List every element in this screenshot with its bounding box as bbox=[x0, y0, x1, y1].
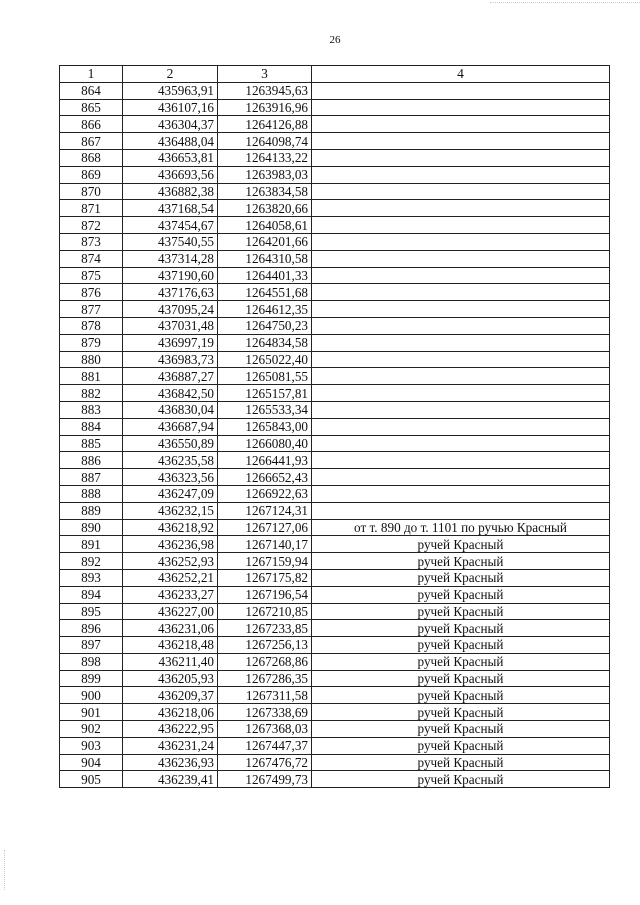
table-row bbox=[60, 149, 610, 166]
point-number-cell: 886 bbox=[60, 452, 123, 469]
point-number-cell: 905 bbox=[60, 771, 123, 788]
table-row bbox=[60, 485, 610, 502]
point-number-cell: 902 bbox=[60, 721, 123, 738]
y-coordinate-cell: 1267196,54 bbox=[218, 586, 312, 603]
point-number-cell: 867 bbox=[60, 133, 123, 150]
description-cell: ручей Красный bbox=[312, 620, 610, 637]
y-coordinate-cell: 1267124,31 bbox=[218, 502, 312, 519]
description-cell bbox=[312, 418, 610, 435]
x-coordinate-cell: 437031,48 bbox=[123, 317, 218, 334]
table-row bbox=[60, 620, 610, 637]
description-cell bbox=[312, 166, 610, 183]
table-row bbox=[60, 603, 610, 620]
point-number-cell: 891 bbox=[60, 536, 123, 553]
point-number-cell: 884 bbox=[60, 418, 123, 435]
point-number-cell: 896 bbox=[60, 620, 123, 637]
table-row bbox=[60, 754, 610, 771]
x-coordinate-cell: 436236,93 bbox=[123, 754, 218, 771]
x-coordinate-cell: 436222,95 bbox=[123, 721, 218, 738]
x-coordinate-cell: 436693,56 bbox=[123, 166, 218, 183]
y-coordinate-cell: 1267233,85 bbox=[218, 620, 312, 637]
description-cell: ручей Красный bbox=[312, 687, 610, 704]
table-row bbox=[60, 418, 610, 435]
description-cell: ручей Красный bbox=[312, 737, 610, 754]
x-coordinate-cell: 436236,98 bbox=[123, 536, 218, 553]
header-col-1: 1 bbox=[60, 66, 123, 83]
y-coordinate-cell: 1264750,23 bbox=[218, 317, 312, 334]
x-coordinate-cell: 436209,37 bbox=[123, 687, 218, 704]
description-cell: ручей Красный bbox=[312, 586, 610, 603]
header-col-2: 2 bbox=[123, 66, 218, 83]
x-coordinate-cell: 436842,50 bbox=[123, 385, 218, 402]
y-coordinate-cell: 1265081,55 bbox=[218, 368, 312, 385]
y-coordinate-cell: 1264126,88 bbox=[218, 116, 312, 133]
description-cell bbox=[312, 385, 610, 402]
description-cell bbox=[312, 250, 610, 267]
point-number-cell: 880 bbox=[60, 351, 123, 368]
point-number-cell: 889 bbox=[60, 502, 123, 519]
x-coordinate-cell: 436252,93 bbox=[123, 553, 218, 570]
table-row bbox=[60, 99, 610, 116]
table-row bbox=[60, 452, 610, 469]
point-number-cell: 899 bbox=[60, 670, 123, 687]
description-cell bbox=[312, 149, 610, 166]
table-row bbox=[60, 217, 610, 234]
scan-edge-mark-left bbox=[4, 850, 5, 890]
point-number-cell: 898 bbox=[60, 653, 123, 670]
table-row bbox=[60, 200, 610, 217]
description-cell bbox=[312, 301, 610, 318]
table-row bbox=[60, 116, 610, 133]
x-coordinate-cell: 436252,21 bbox=[123, 569, 218, 586]
x-coordinate-cell: 436323,56 bbox=[123, 469, 218, 486]
y-coordinate-cell: 1264551,68 bbox=[218, 284, 312, 301]
description-cell: ручей Красный bbox=[312, 754, 610, 771]
point-number-cell: 900 bbox=[60, 687, 123, 704]
y-coordinate-cell: 1264401,33 bbox=[218, 267, 312, 284]
x-coordinate-cell: 436211,40 bbox=[123, 653, 218, 670]
x-coordinate-cell: 436653,81 bbox=[123, 149, 218, 166]
description-cell: ручей Красный bbox=[312, 553, 610, 570]
y-coordinate-cell: 1264133,22 bbox=[218, 149, 312, 166]
table-row bbox=[60, 284, 610, 301]
point-number-cell: 872 bbox=[60, 217, 123, 234]
y-coordinate-cell: 1267311,58 bbox=[218, 687, 312, 704]
table-row bbox=[60, 435, 610, 452]
point-number-cell: 866 bbox=[60, 116, 123, 133]
description-cell: ручей Красный bbox=[312, 653, 610, 670]
y-coordinate-cell: 1267210,85 bbox=[218, 603, 312, 620]
table-row bbox=[60, 133, 610, 150]
table-row bbox=[60, 166, 610, 183]
y-coordinate-cell: 1267368,03 bbox=[218, 721, 312, 738]
description-cell bbox=[312, 502, 610, 519]
y-coordinate-cell: 1267256,13 bbox=[218, 637, 312, 654]
x-coordinate-cell: 436218,06 bbox=[123, 704, 218, 721]
description-cell bbox=[312, 99, 610, 116]
description-cell bbox=[312, 233, 610, 250]
description-cell: ручей Красный bbox=[312, 771, 610, 788]
point-number-cell: 883 bbox=[60, 401, 123, 418]
table-row bbox=[60, 536, 610, 553]
point-number-cell: 871 bbox=[60, 200, 123, 217]
y-coordinate-cell: 1264612,35 bbox=[218, 301, 312, 318]
point-number-cell: 892 bbox=[60, 553, 123, 570]
description-cell: ручей Красный bbox=[312, 536, 610, 553]
description-cell bbox=[312, 435, 610, 452]
x-coordinate-cell: 436887,27 bbox=[123, 368, 218, 385]
y-coordinate-cell: 1264310,58 bbox=[218, 250, 312, 267]
y-coordinate-cell: 1263820,66 bbox=[218, 200, 312, 217]
x-coordinate-cell: 437095,24 bbox=[123, 301, 218, 318]
table-row bbox=[60, 737, 610, 754]
table-row bbox=[60, 553, 610, 570]
x-coordinate-cell: 436232,15 bbox=[123, 502, 218, 519]
x-coordinate-cell: 437168,54 bbox=[123, 200, 218, 217]
x-coordinate-cell: 436107,16 bbox=[123, 99, 218, 116]
x-coordinate-cell: 436983,73 bbox=[123, 351, 218, 368]
point-number-cell: 885 bbox=[60, 435, 123, 452]
table-row bbox=[60, 351, 610, 368]
y-coordinate-cell: 1265533,34 bbox=[218, 401, 312, 418]
header-row bbox=[60, 66, 610, 83]
x-coordinate-cell: 437454,67 bbox=[123, 217, 218, 234]
description-cell: ручей Красный bbox=[312, 637, 610, 654]
x-coordinate-cell: 436882,38 bbox=[123, 183, 218, 200]
point-number-cell: 882 bbox=[60, 385, 123, 402]
description-cell: от т. 890 до т. 1101 по ручью Красный bbox=[312, 519, 610, 536]
description-cell bbox=[312, 469, 610, 486]
table-body bbox=[60, 82, 610, 787]
scan-edge-mark-top bbox=[490, 2, 640, 3]
point-number-cell: 888 bbox=[60, 485, 123, 502]
point-number-cell: 870 bbox=[60, 183, 123, 200]
y-coordinate-cell: 1267338,69 bbox=[218, 704, 312, 721]
table-row bbox=[60, 687, 610, 704]
y-coordinate-cell: 1264098,74 bbox=[218, 133, 312, 150]
description-cell bbox=[312, 401, 610, 418]
x-coordinate-cell: 436218,92 bbox=[123, 519, 218, 536]
y-coordinate-cell: 1265022,40 bbox=[218, 351, 312, 368]
description-cell bbox=[312, 116, 610, 133]
description-cell bbox=[312, 284, 610, 301]
x-coordinate-cell: 436218,48 bbox=[123, 637, 218, 654]
coordinates-table bbox=[59, 65, 610, 788]
y-coordinate-cell: 1266080,40 bbox=[218, 435, 312, 452]
y-coordinate-cell: 1265843,00 bbox=[218, 418, 312, 435]
table-row bbox=[60, 637, 610, 654]
point-number-cell: 894 bbox=[60, 586, 123, 603]
table-row bbox=[60, 586, 610, 603]
description-cell bbox=[312, 485, 610, 502]
point-number-cell: 881 bbox=[60, 368, 123, 385]
table-row bbox=[60, 82, 610, 99]
table-row bbox=[60, 670, 610, 687]
x-coordinate-cell: 436231,24 bbox=[123, 737, 218, 754]
table-row bbox=[60, 250, 610, 267]
x-coordinate-cell: 436239,41 bbox=[123, 771, 218, 788]
table-row bbox=[60, 267, 610, 284]
description-cell bbox=[312, 351, 610, 368]
x-coordinate-cell: 436231,06 bbox=[123, 620, 218, 637]
x-coordinate-cell: 436687,94 bbox=[123, 418, 218, 435]
y-coordinate-cell: 1264201,66 bbox=[218, 233, 312, 250]
point-number-cell: 893 bbox=[60, 569, 123, 586]
x-coordinate-cell: 436304,37 bbox=[123, 116, 218, 133]
description-cell bbox=[312, 133, 610, 150]
description-cell: ручей Красный bbox=[312, 603, 610, 620]
table-row bbox=[60, 317, 610, 334]
x-coordinate-cell: 436550,89 bbox=[123, 435, 218, 452]
y-coordinate-cell: 1264058,61 bbox=[218, 217, 312, 234]
x-coordinate-cell: 437190,60 bbox=[123, 267, 218, 284]
table-row bbox=[60, 233, 610, 250]
table-row bbox=[60, 569, 610, 586]
x-coordinate-cell: 436830,04 bbox=[123, 401, 218, 418]
y-coordinate-cell: 1267127,06 bbox=[218, 519, 312, 536]
table-row bbox=[60, 502, 610, 519]
point-number-cell: 875 bbox=[60, 267, 123, 284]
description-cell: ручей Красный bbox=[312, 670, 610, 687]
table-row bbox=[60, 771, 610, 788]
x-coordinate-cell: 436227,00 bbox=[123, 603, 218, 620]
x-coordinate-cell: 436233,27 bbox=[123, 586, 218, 603]
point-number-cell: 887 bbox=[60, 469, 123, 486]
description-cell bbox=[312, 200, 610, 217]
table-row bbox=[60, 721, 610, 738]
y-coordinate-cell: 1266652,43 bbox=[218, 469, 312, 486]
point-number-cell: 890 bbox=[60, 519, 123, 536]
point-number-cell: 895 bbox=[60, 603, 123, 620]
x-coordinate-cell: 436235,58 bbox=[123, 452, 218, 469]
point-number-cell: 869 bbox=[60, 166, 123, 183]
x-coordinate-cell: 436997,19 bbox=[123, 334, 218, 351]
point-number-cell: 904 bbox=[60, 754, 123, 771]
y-coordinate-cell: 1263916,96 bbox=[218, 99, 312, 116]
header-col-3: 3 bbox=[218, 66, 312, 83]
y-coordinate-cell: 1266922,63 bbox=[218, 485, 312, 502]
description-cell bbox=[312, 217, 610, 234]
table-row bbox=[60, 183, 610, 200]
y-coordinate-cell: 1267159,94 bbox=[218, 553, 312, 570]
y-coordinate-cell: 1267499,73 bbox=[218, 771, 312, 788]
point-number-cell: 897 bbox=[60, 637, 123, 654]
point-number-cell: 864 bbox=[60, 82, 123, 99]
page-number: 26 bbox=[329, 34, 341, 46]
table-row bbox=[60, 401, 610, 418]
point-number-cell: 879 bbox=[60, 334, 123, 351]
y-coordinate-cell: 1263834,58 bbox=[218, 183, 312, 200]
description-cell bbox=[312, 267, 610, 284]
y-coordinate-cell: 1267268,86 bbox=[218, 653, 312, 670]
description-cell bbox=[312, 183, 610, 200]
x-coordinate-cell: 436247,09 bbox=[123, 485, 218, 502]
x-coordinate-cell: 435963,91 bbox=[123, 82, 218, 99]
table-header bbox=[60, 66, 610, 83]
table-row bbox=[60, 368, 610, 385]
x-coordinate-cell: 437540,55 bbox=[123, 233, 218, 250]
y-coordinate-cell: 1267175,82 bbox=[218, 569, 312, 586]
description-cell bbox=[312, 452, 610, 469]
point-number-cell: 877 bbox=[60, 301, 123, 318]
table-row bbox=[60, 653, 610, 670]
description-cell: ручей Красный bbox=[312, 721, 610, 738]
y-coordinate-cell: 1263945,63 bbox=[218, 82, 312, 99]
description-cell bbox=[312, 317, 610, 334]
point-number-cell: 865 bbox=[60, 99, 123, 116]
table-row bbox=[60, 301, 610, 318]
y-coordinate-cell: 1267476,72 bbox=[218, 754, 312, 771]
y-coordinate-cell: 1267286,35 bbox=[218, 670, 312, 687]
table-row bbox=[60, 385, 610, 402]
y-coordinate-cell: 1264834,58 bbox=[218, 334, 312, 351]
y-coordinate-cell: 1267140,17 bbox=[218, 536, 312, 553]
y-coordinate-cell: 1267447,37 bbox=[218, 737, 312, 754]
header-col-4: 4 bbox=[312, 66, 610, 83]
point-number-cell: 874 bbox=[60, 250, 123, 267]
description-cell bbox=[312, 368, 610, 385]
table-row bbox=[60, 519, 610, 536]
point-number-cell: 876 bbox=[60, 284, 123, 301]
description-cell: ручей Красный bbox=[312, 569, 610, 586]
table-row bbox=[60, 334, 610, 351]
y-coordinate-cell: 1263983,03 bbox=[218, 166, 312, 183]
description-cell bbox=[312, 82, 610, 99]
description-cell: ручей Красный bbox=[312, 704, 610, 721]
x-coordinate-cell: 436488,04 bbox=[123, 133, 218, 150]
point-number-cell: 903 bbox=[60, 737, 123, 754]
x-coordinate-cell: 437314,28 bbox=[123, 250, 218, 267]
description-cell bbox=[312, 334, 610, 351]
x-coordinate-cell: 436205,93 bbox=[123, 670, 218, 687]
y-coordinate-cell: 1266441,93 bbox=[218, 452, 312, 469]
point-number-cell: 878 bbox=[60, 317, 123, 334]
table-row bbox=[60, 704, 610, 721]
point-number-cell: 901 bbox=[60, 704, 123, 721]
point-number-cell: 868 bbox=[60, 149, 123, 166]
table-row bbox=[60, 469, 610, 486]
y-coordinate-cell: 1265157,81 bbox=[218, 385, 312, 402]
point-number-cell: 873 bbox=[60, 233, 123, 250]
x-coordinate-cell: 437176,63 bbox=[123, 284, 218, 301]
